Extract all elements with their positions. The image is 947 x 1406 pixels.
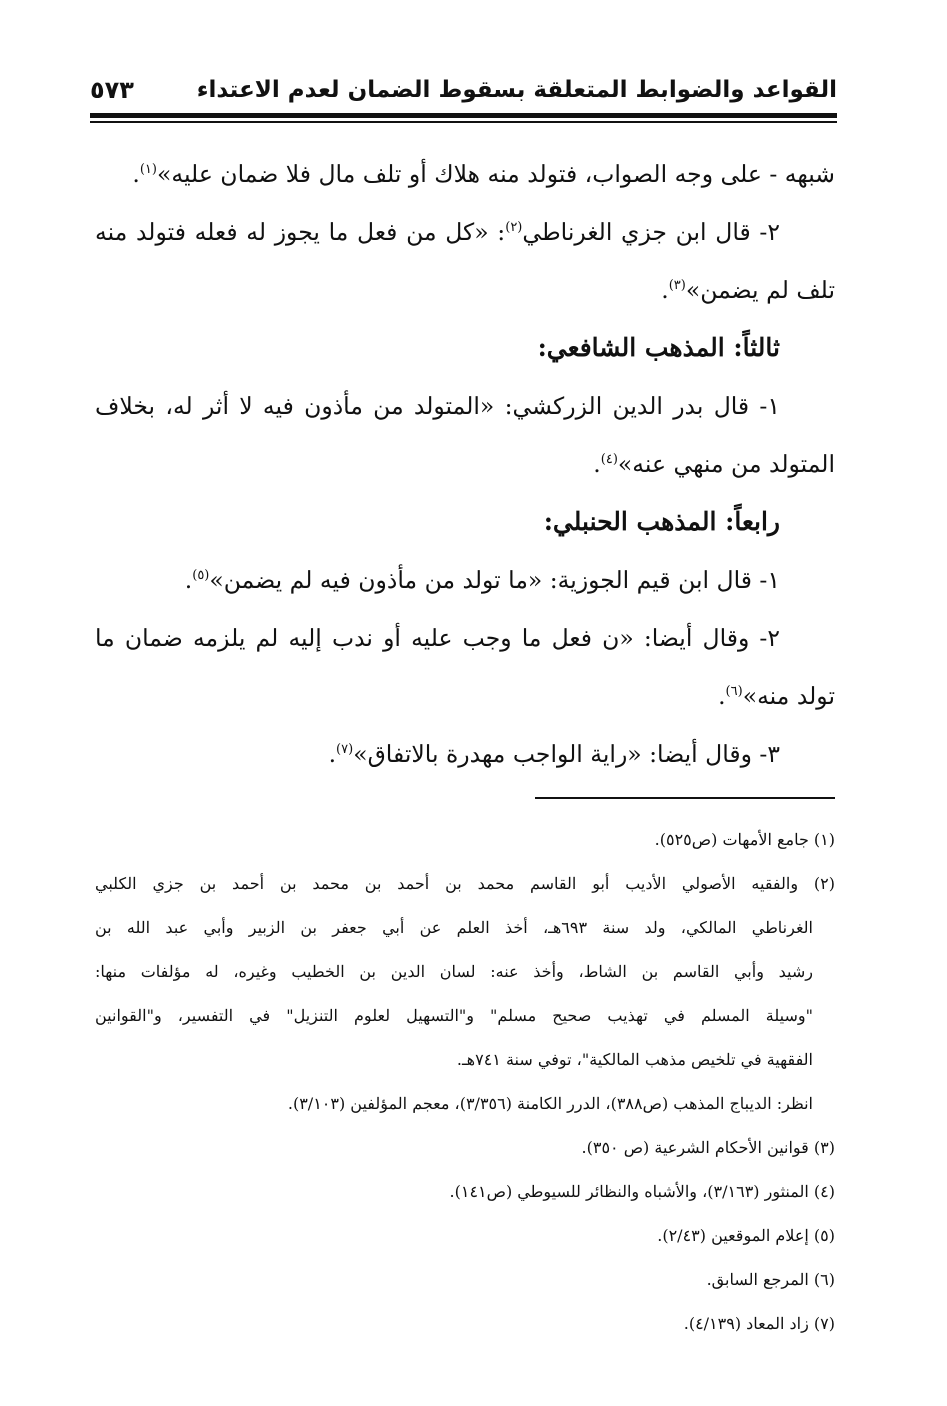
page-number: ٥٧٣ (90, 76, 134, 104)
text-span: ١- قال بدر الدين الزركشي: «المتولد من مأذون فيه لا أثر له، بخلاف (95, 392, 780, 420)
text-span: تولد منه» (742, 682, 835, 710)
text-span: شبهه - على وجه الصواب، فتولد منه هلاك أو تلف مال فلا ضمان عليه» (156, 160, 835, 188)
text-line (95, 609, 835, 667)
text-span: ٢- قال ابن جزي الغرناطي (522, 218, 780, 246)
text-line (95, 667, 835, 725)
text-line (95, 203, 835, 261)
footnote-ref: (٢) (505, 220, 523, 236)
footnote-4: (٤) المنثور (٣/١٦٣)، والأشباه والنظائر للسيوطي (ص١٤١). (449, 1182, 835, 1201)
footnote-7: (٧) زاد المعاد (٤/١٣٩). (683, 1314, 835, 1333)
footnote-2-line: (٢) والفقيه الأصولي الأديب أبو القاسم محمد بن أحمد بن محمد بن أحمد بن جزي الكلبي (95, 874, 835, 893)
period: . (661, 276, 669, 304)
running-title: القواعد والضوابط المتعلقة بسقوط الضمان لعدم الاعتداء (196, 77, 837, 103)
text-span: ١- قال ابن قيم الجوزية: «ما تولد من مأذون فيه لم يضمن» (209, 566, 780, 594)
text-span: المتولد من منهي عنه» (617, 450, 835, 478)
period: . (718, 682, 726, 710)
footnote-2-line: الفقهية في تلخيص مذهب المالكية"، توفي سنة ٧٤١هـ. (456, 1050, 813, 1069)
footnote-ref: (١) (139, 162, 157, 178)
footnote-6: (٦) المرجع السابق. (706, 1270, 835, 1289)
text-line (95, 261, 835, 319)
footnotes (95, 818, 835, 1346)
header-rule-thin (90, 121, 837, 123)
footnote-2-line: رشيد وأبي القاسم بن الشاط، وأخذ عنه: لسان الدين بن الخطيب وغيره، له مؤلفات منها: (95, 962, 813, 981)
text-line (95, 725, 835, 783)
text-line (95, 435, 835, 493)
footnote-separator (535, 797, 835, 799)
footnote-ref: (٦) (725, 684, 743, 700)
text-span: ٣- وقال أيضا: «راية الواجب مهدرة بالاتفاق» (353, 740, 780, 768)
page-header (90, 70, 837, 114)
period: . (328, 740, 337, 768)
text-span: ٢- وقال أيضا: «ن فعل ما وجب عليه أو ندب إليه لم يلزمه ضمان ما (95, 624, 780, 652)
text-line (95, 551, 835, 609)
footnote-5: (٥) إعلام الموقعين (٢/٤٣). (657, 1226, 835, 1245)
footnote-3: (٣) قوانين الأحكام الشرعية (ص ٣٥٠). (581, 1138, 835, 1157)
header-rule-thick (90, 113, 837, 118)
footnote-1: (١) جامع الأمهات (ص٥٢٥). (654, 830, 835, 849)
footnote-ref: (٤) (600, 452, 618, 468)
text-line (95, 377, 835, 435)
period: . (184, 566, 193, 594)
footnote-ref: (٥) (192, 568, 210, 584)
period: . (593, 450, 601, 478)
period: . (132, 160, 140, 188)
footnote-2-line: الغرناطي المالكي، ولد سنة ٦٩٣هـ، أخذ العلم عن أبي جعفر بن الزبير وأبي عبد الله بن (95, 918, 814, 937)
section-heading: رابعاً: المذهب الحنبلي: (543, 507, 780, 536)
section-heading: ثالثاً: المذهب الشافعي: (537, 333, 780, 362)
footnote-ref: (٧) (336, 742, 354, 758)
footnote-2-sources: انظر: الديباج المذهب (ص٣٨٨)، الدرر الكامنة (٣/٣٥٦)، معجم المؤلفين (٣/١٠٣). (287, 1094, 813, 1113)
footnote-2-line: "وسيلة المسلم في تهذيب صحيح مسلم" و"التسهيل لعلوم التنزيل" في التفسير، و"القوانين (95, 1006, 813, 1025)
footnote-ref: (٣) (668, 278, 686, 294)
main-text (95, 145, 835, 783)
text-span: تلف لم يضمن» (685, 276, 835, 304)
text-line (95, 145, 835, 203)
text-span: : «كل من فعل ما يجوز له فعله فتولد منه (95, 218, 506, 246)
